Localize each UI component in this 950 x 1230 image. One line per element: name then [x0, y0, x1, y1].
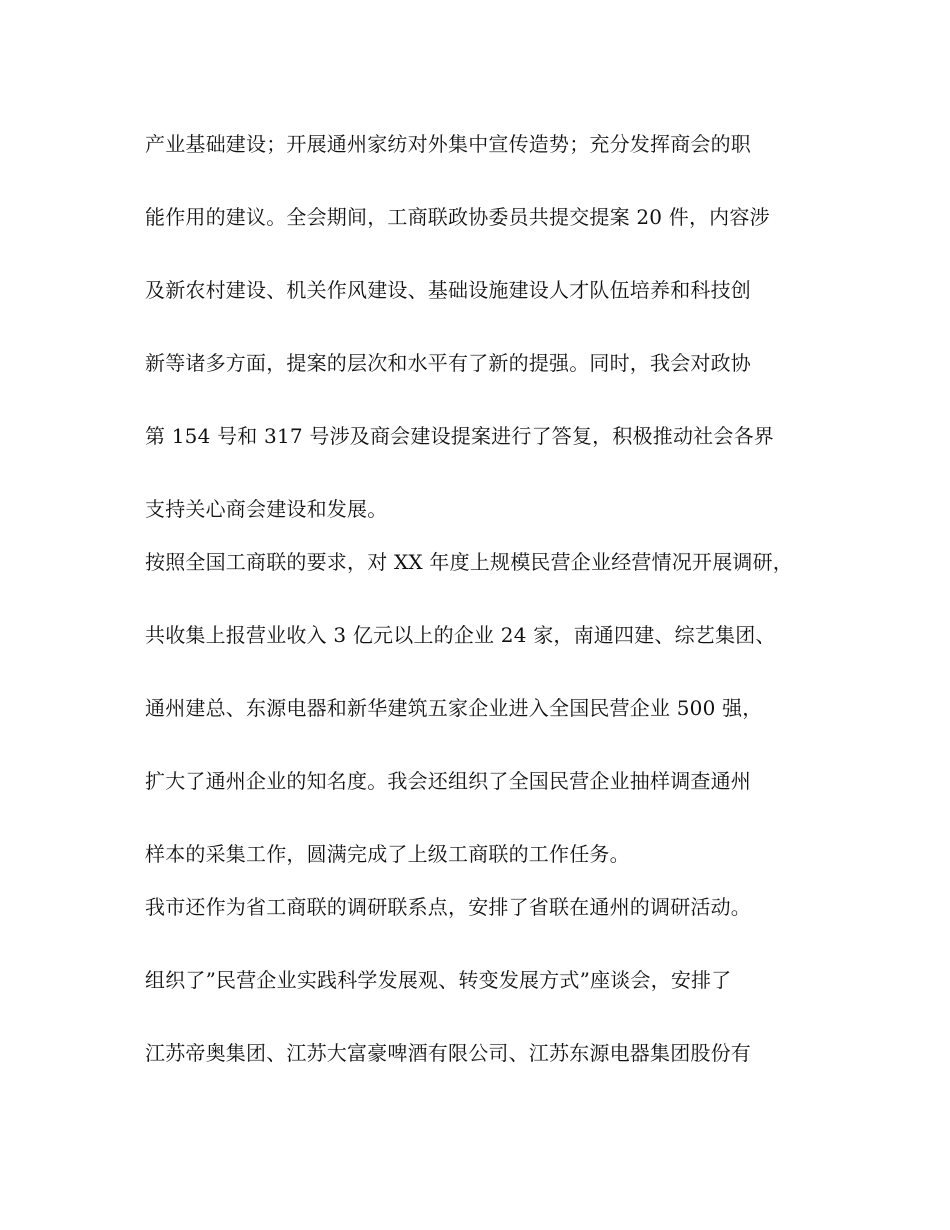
text-line: 共收集上报营业收入 3 亿元以上的企业 24 家，南通四建、综艺集团、 — [145, 623, 776, 647]
text-line: 我市还作为省工商联的调研联系点，安排了省联在通州的调研活动。 — [145, 895, 751, 919]
text-line: 第 154 号和 317 号涉及商会建设提案进行了答复，积极推动社会各界 — [145, 424, 774, 448]
text-line: 支持关心商会建设和发展。 — [145, 497, 388, 521]
text-line: 及新农村建设、机关作风建设、基础设施建设人才队伍培养和科技创 — [145, 278, 751, 302]
text-line: 能作用的建议。全会期间，工商联政协委员共提交提案 20 件，内容涉 — [145, 205, 770, 229]
text-line: 产业基础建设；开展通州家纺对外集中宣传造势；充分发挥商会的职 — [145, 132, 751, 156]
text-line: 江苏帝奥集团、江苏大富豪啤酒有限公司、江苏东源电器集团股份有 — [145, 1041, 751, 1065]
text-line: 组织了”民营企业实践科学发展观、转变发展方式”座谈会，安排了 — [145, 968, 732, 992]
text-line: 新等诸多方面，提案的层次和水平有了新的提强。同时，我会对政协 — [145, 351, 751, 375]
text-line: 样本的采集工作，圆满完成了上级工商联的工作任务。 — [145, 842, 630, 866]
text-line: 通州建总、东源电器和新华建筑五家企业进入全国民营企业 500 强， — [145, 696, 763, 720]
text-line: 按照全国工商联的要求，对 XX 年度上规模民营企业经营情况开展调研， — [145, 550, 793, 574]
text-line: 扩大了通州企业的知名度。我会还组织了全国民营企业抽样调查通州 — [145, 769, 751, 793]
